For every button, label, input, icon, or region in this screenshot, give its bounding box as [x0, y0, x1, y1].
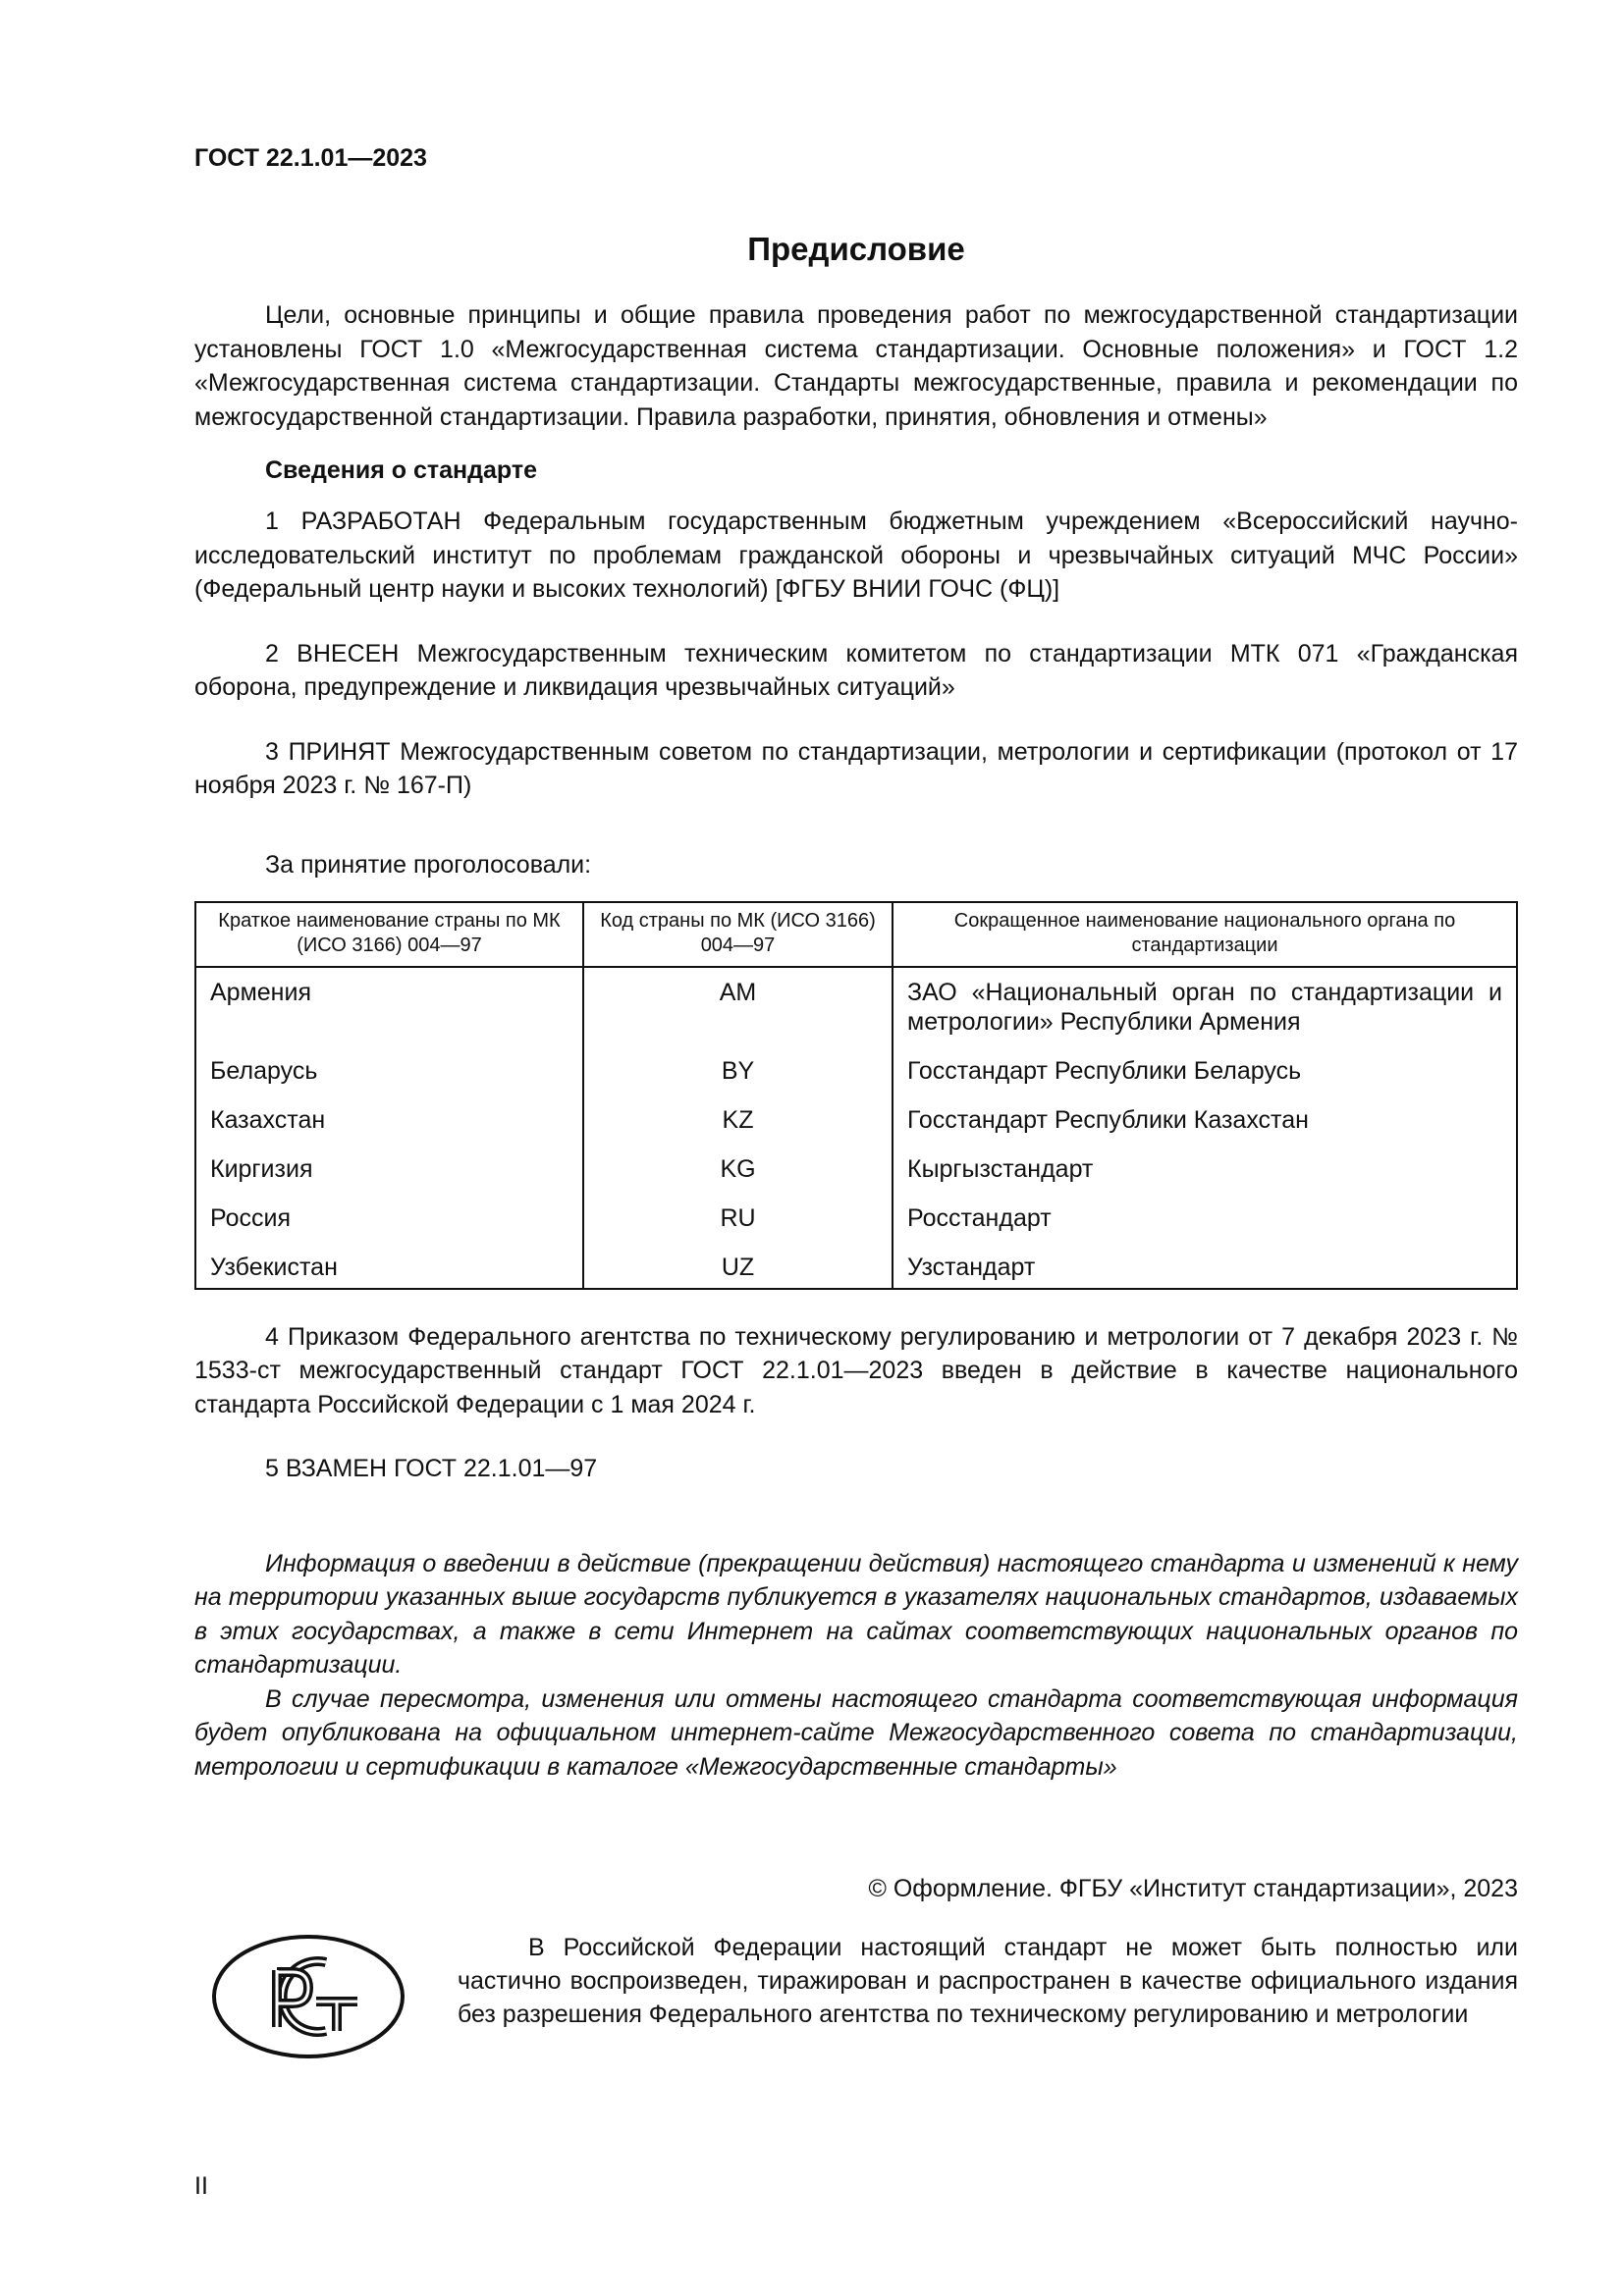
- organization-cell: Узстандарт: [907, 1253, 1036, 1281]
- table-row: [195, 1233, 1517, 1289]
- country-cell: Россия: [195, 1184, 583, 1233]
- organization-cell: Росстандарт: [907, 1203, 1052, 1232]
- country-cell: Беларусь: [195, 1037, 583, 1086]
- intro-paragraph: Цели, основные принципы и общие правила проведения работ по межгосударственной стандартизации установлены ГОСТ 1.0 «Межгосударственная система стандартизации. Основные положения» и ГОСТ 1.2 «Межгосударственная система стандартизации. Стандарты межгосударственные, правила и рекомендации по межгосударственной стандартизации. Правила разработки, принятия, обновления и отмены»: [194, 301, 1518, 431]
- member-states-table: [194, 901, 1518, 1290]
- item-order: 4 Приказом Федерального агентства по техническому регулированию и метрологии от 7 декабря 2023 г. № 1533-ст межгосударственный стандарт ГОСТ 22.1.01—2023 введен в действие в качестве национального стандарта Российской Федерации с 1 мая 2024 г.: [194, 1322, 1518, 1418]
- table-header-row: [195, 902, 1517, 967]
- code-cell: KZ: [583, 1086, 893, 1135]
- footer-row: [194, 1931, 1518, 2088]
- country-cell: Киргизия: [195, 1135, 583, 1184]
- rst-certification-mark-icon: [210, 1933, 406, 2060]
- organization-cell: Госстандарт Республики Беларусь: [907, 1056, 1302, 1085]
- page-content: [194, 141, 1518, 2088]
- page-number: II: [194, 2172, 208, 2200]
- column-header-organization: Сокращенное наименование национального органа по стандартизации: [893, 902, 1517, 967]
- copyright-line: © Оформление. ФГБУ «Институт стандартизации», 2023: [868, 1875, 1518, 1902]
- table-row: [195, 1086, 1517, 1135]
- code-cell: KG: [583, 1135, 893, 1184]
- voted-label: За принятие проголосовали:: [265, 850, 592, 879]
- publication-notice: [194, 1547, 1518, 1785]
- table-row: [195, 967, 1517, 1037]
- code-cell: BY: [583, 1037, 893, 1086]
- item-introduced: 2 ВНЕСЕН Межгосударственным техническим комитетом по стандартизации МТК 071 «Гражданская оборона, предупреждение и ликвидация чрезвычайных ситуаций»: [194, 639, 1518, 701]
- table-row: [195, 1184, 1517, 1233]
- item-developed: 1 РАЗРАБОТАН Федеральным государственным бюджетным учреждением «Всероссийский научно-исследовательский институт по проблемам гражданской обороны и чрезвычайных ситуаций МЧС России» (Федеральный центр науки и высоких технологий) [ФГБУ ВНИИ ГОЧС (ФЦ)]: [194, 507, 1518, 603]
- code-cell: UZ: [583, 1233, 893, 1289]
- column-header-code: Код страны по МК (ИСО 3166) 004—97: [583, 902, 893, 967]
- table-row: [195, 1037, 1517, 1086]
- country-cell: Казахстан: [195, 1086, 583, 1135]
- notice-paragraph: Информация о введении в действие (прекращении действия) настоящего стандарта и изменений к нему на территории указанных выше государств публикуется в указателях национальных стандартов, издаваемых в этих государствах, а также в сети Интернет на сайтах соответствующих национальных органов по стандартизации.: [194, 1549, 1518, 1679]
- document-code: ГОСТ 22.1.01—2023: [194, 144, 427, 172]
- item-replaces: 5 ВЗАМЕН ГОСТ 22.1.01—97: [265, 1455, 598, 1482]
- code-cell: AM: [583, 967, 893, 1037]
- table-row: [195, 1135, 1517, 1184]
- page-title: Предисловие: [747, 231, 965, 267]
- organization-cell: Госстандарт Республики Казахстан: [907, 1105, 1309, 1134]
- item-adopted: 3 ПРИНЯТ Межгосударственным советом по стандартизации, метрологии и сертификации (протокол от 17 ноября 2023 г. № 167-П): [194, 737, 1518, 799]
- code-cell: RU: [583, 1184, 893, 1233]
- reproduction-rights-text: В Российской Федерации настоящий стандарт не может быть полностью или частично воспроизведен, тиражирован и распространен в качестве официального издания без разрешения Федерального агентства по техническому регулированию и метрологии: [458, 1934, 1518, 2028]
- country-cell: Узбекистан: [195, 1233, 583, 1289]
- section-heading: Сведения о стандарте: [265, 456, 538, 484]
- notice-paragraph: В случае пересмотра, изменения или отмены настоящего стандарта соответствующая информация будет опубликована на официальном интернет-сайте Межгосударственного совета по стандартизации, метрологии и сертификации в каталоге «Межгосударственные стандарты»: [194, 1684, 1518, 1781]
- column-header-country: Краткое наименование страны по МК (ИСО 3166) 004—97: [195, 902, 583, 967]
- organization-cell: ЗАО «Национальный орган по стандартизации и метрологии» Республики Армения: [907, 978, 1502, 1036]
- organization-cell: Кыргызстандарт: [907, 1154, 1094, 1183]
- country-cell: Армения: [195, 967, 583, 1037]
